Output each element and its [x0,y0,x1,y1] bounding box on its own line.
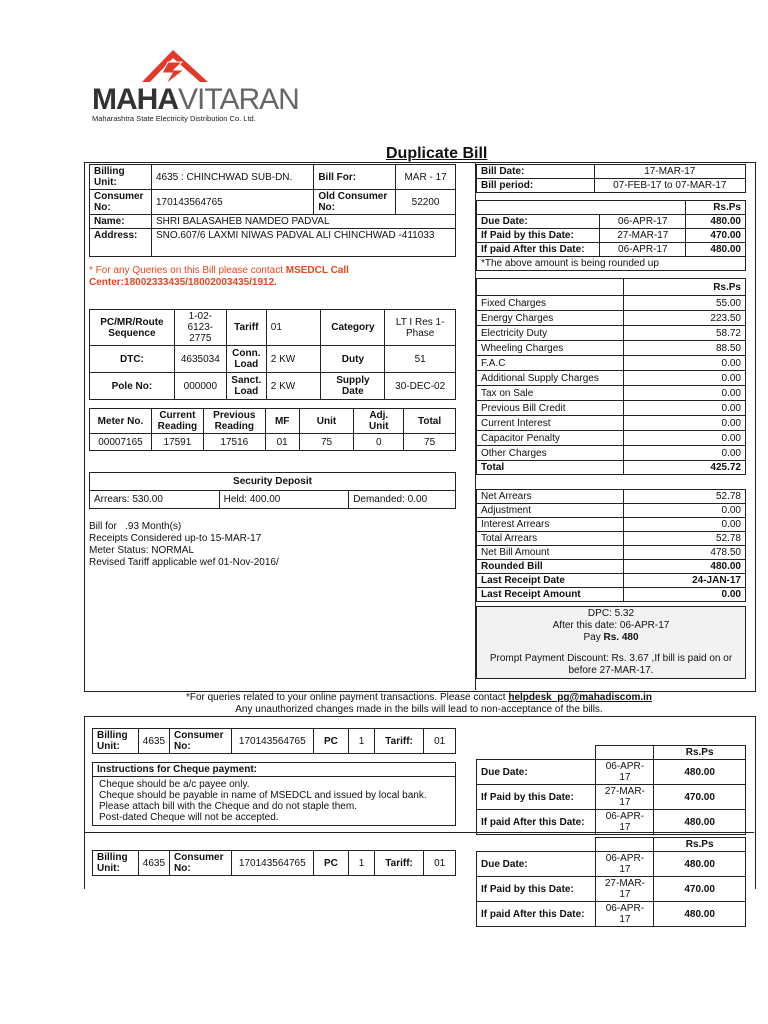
slip-header-1: Billing Unit: 4635 Consumer No: 170143564765 PC 1 Tariff: 01 [92,728,456,754]
dpc-box: DPC: 5.32 After this date: 06-APR-17 Pay Rs. 480 Prompt Payment Discount: Rs. 3.67 ,If bill is paid on or before 27-MAR-17. [476,606,746,679]
cheque-instructions: Instructions for Cheque payment: Cheque should be a/c payee only. Cheque should be payable in name of MSEDCL and issued by local bank. Please attach bill with the Cheque and do not staple them. Post-dated Cheque will not be accepted. [92,762,456,826]
arrears-table: Net Arrears 52.78 Adjustment 0.00 Interest Arrears 0.00 Total Arrears 52.78 Net Bill Amount 478.50 Rounded Bill 480.00 Last Receipt Date 24-JAN-17 Last Receipt Amount 0.00 [476,489,746,602]
page-title: Duplicate Bill [386,145,488,162]
slip-separator [84,832,754,833]
slip-due-table-1: Rs.Ps Due Date: 06-APR-17 480.00 If Paid by this Date: 27-MAR-17 470.00 If paid After this Date: 06-APR-17 480.00 [476,745,746,835]
logo-brand: MAHAVITARAN [92,83,299,116]
charges-table: Rs.Ps Fixed Charges 55.00 Energy Charges 223.50 Electricity Duty 58.72 Wheeling Charges 88.50 F.A.C 0.00 Additional Supply Charges 0.00 Tax on Sale 0.00 Previous Bill Credit 0.00 Current Interest 0.00 Capacitor Penalty 0.00 Other Charges 0.00 Total 425.72 [476,278,746,475]
logo-icon [138,46,212,84]
bill-date-table: Bill Date: 17-MAR-17 Bill period: 07-FEB-17 to 07-MAR-17 [476,164,746,193]
due-date-table: Rs.Ps Due Date: 06-APR-17 480.00 If Paid by this Date: 27-MAR-17 470.00 If paid After this Date: 06-APR-17 480.00 *The above amount is being rounded up [476,200,746,271]
meter-table: Meter No. Current Reading Previous Reading MF Unit Adj. Unit Total 00007165 17591 17516 01 75 0 75 [89,408,456,451]
logo-subtitle: Maharashtra State Electricity Distribution Co. Ltd. [92,114,256,123]
queries-note: * For any Queries on this Bill please contact MSEDCL Call Center:18002333435/18002003435/1912. [89,265,349,288]
slip-due-table-2: Rs.Ps Due Date: 06-APR-17 480.00 If Paid by this Date: 27-MAR-17 470.00 If paid After this Date: 06-APR-17 480.00 [476,837,746,927]
slip-header-2: Billing Unit: 4635 Consumer No: 170143564765 PC 1 Tariff: 01 [92,850,456,876]
online-note: *For queries related to your online payment transactions. Please contact helpdesk_pg@mahadiscom.in [185,692,653,703]
security-deposit-table: Security Deposit Arrears: 530.00 Held: 400.00 Demanded: 0.00 [89,472,456,509]
info-table: PC/MR/Route Sequence 1-02-6123-2775 Tariff 01 Category LT I Res 1-Phase DTC: 4635034 Conn. Load 2 KW Duty 51 Pole No: 000000 Sanct. Load 2 KW Supply Date 30-DEC-02 [89,309,456,400]
bill-notes: Bill for .93 Month(s) Receipts Considered up-to 15-MAR-17 Meter Status: NORMAL Revised Tariff applicable wef 01-Nov-2016/ [89,521,279,568]
unauthorized-note: Any unauthorized changes made in the bills will lead to non-acceptance of the bills. [235,704,603,715]
consumer-table: Billing Unit: 4635 : CHINCHWAD SUB-DN. Bill For: MAR - 17 Consumer No: 170143564765 Old Consumer No: 52200 Name: SHRI BALASAHEB NAMDEO PADVAL Address: SNO.607/6 LAXMI NIWAS PADVAL ALI CHINCHWAD -411033 [89,164,456,257]
